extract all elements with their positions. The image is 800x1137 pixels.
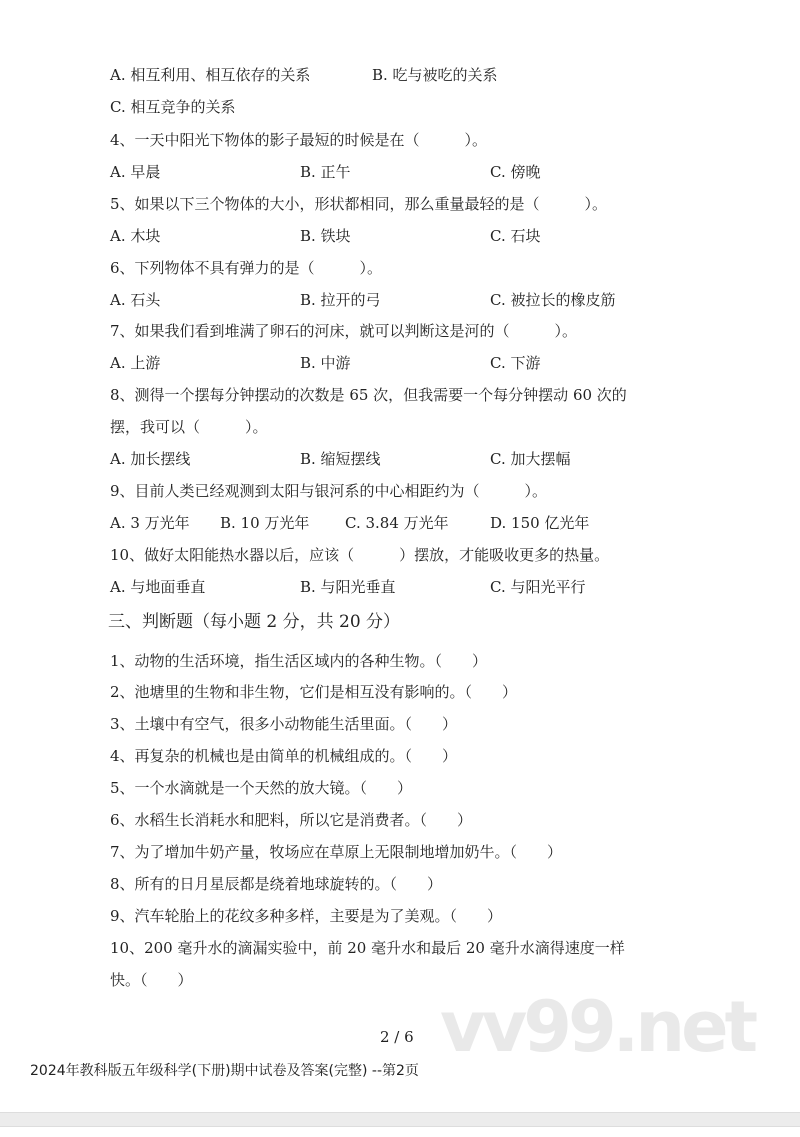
page-separator xyxy=(0,1112,800,1127)
question-text: 快。（ ） xyxy=(110,971,193,989)
question-text: 4、再复杂的机械也是由简单的机械组成的。（ ） xyxy=(110,747,458,765)
question-text: 3、土壤中有空气，很多小动物能生活里面。（ ） xyxy=(110,715,458,733)
answer-option: C. 3.84 万光年 xyxy=(345,514,449,532)
question-text: 10、做好太阳能热水器以后，应该（ ）摆放，才能吸收更多的热量。 xyxy=(110,546,610,564)
answer-option: C. 相互竞争的关系 xyxy=(110,98,236,116)
answer-option: D. 150 亿光年 xyxy=(490,514,590,532)
answer-option: B. 与阳光垂直 xyxy=(300,578,396,596)
question-text: 2、池塘里的生物和非生物，它们是相互没有影响的。（ ） xyxy=(110,683,518,701)
question-text: 7、如果我们看到堆满了卵石的河床，就可以判断这是河的（ ）。 xyxy=(110,322,578,340)
answer-option: B. 10 万光年 xyxy=(220,514,310,532)
question-text: 7、为了增加牛奶产量，牧场应在草原上无限制地增加奶牛。（ ） xyxy=(110,843,563,861)
question-text: 摆，我可以（ ）。 xyxy=(110,418,268,436)
answer-option: B. 正午 xyxy=(300,163,351,181)
question-text: 6、水稻生长消耗水和肥料，所以它是消费者。（ ） xyxy=(110,811,473,829)
question-text: 8、测得一个摆每分钟摆动的次数是 65 次，但我需要一个每分钟摆动 60 次的 xyxy=(110,386,627,404)
question-text: 9、目前人类已经观测到太阳与银河系的中心相距约为（ ）。 xyxy=(110,482,548,500)
question-text: 5、如果以下三个物体的大小，形状都相同，那么重量最轻的是（ ）。 xyxy=(110,195,608,213)
answer-option: A. 木块 xyxy=(110,227,161,245)
answer-option: C. 被拉长的橡皮筋 xyxy=(490,291,616,309)
answer-option: A. 相互利用、相互依存的关系 xyxy=(110,66,311,84)
section-heading: 三、判断题（每小题 2 分，共 20 分） xyxy=(108,612,401,632)
question-text: 5、一个水滴就是一个天然的放大镜。（ ） xyxy=(110,779,413,797)
answer-option: C. 石块 xyxy=(490,227,541,245)
answer-option: A. 与地面垂直 xyxy=(110,578,206,596)
watermark: vv99.net xyxy=(440,986,755,1068)
answer-option: B. 拉开的弓 xyxy=(300,291,381,309)
answer-option: A. 3 万光年 xyxy=(110,514,190,532)
question-text: 6、下列物体不具有弹力的是（ ）。 xyxy=(110,259,383,277)
page-number: 2 / 6 xyxy=(380,1028,414,1046)
question-text: 10、200 毫升水的滴漏实验中，前 20 毫升水和最后 20 毫升水滴得速度一样 xyxy=(110,939,625,957)
answer-option: C. 傍晚 xyxy=(490,163,541,181)
footer-title: 2024年教科版五年级科学(下册)期中试卷及答案(完整) --第2页 xyxy=(30,1063,419,1079)
answer-option: B. 吃与被吃的关系 xyxy=(372,66,498,84)
question-text: 1、动物的生活环境，指生活区域内的各种生物。（ ） xyxy=(110,652,488,670)
answer-option: B. 铁块 xyxy=(300,227,351,245)
answer-option: C. 加大摆幅 xyxy=(490,450,571,468)
answer-option: B. 中游 xyxy=(300,354,351,372)
answer-option: A. 早晨 xyxy=(110,163,161,181)
answer-option: C. 与阳光平行 xyxy=(490,578,586,596)
answer-option: C. 下游 xyxy=(490,354,541,372)
answer-option: B. 缩短摆线 xyxy=(300,450,381,468)
answer-option: A. 上游 xyxy=(110,354,161,372)
answer-option: A. 石头 xyxy=(110,291,161,309)
question-text: 9、汽车轮胎上的花纹多种多样，主要是为了美观。（ ） xyxy=(110,907,503,925)
answer-option: A. 加长摆线 xyxy=(110,450,191,468)
question-text: 8、所有的日月星辰都是绕着地球旋转的。（ ） xyxy=(110,875,443,893)
question-text: 4、一天中阳光下物体的影子最短的时候是在（ ）。 xyxy=(110,131,488,149)
